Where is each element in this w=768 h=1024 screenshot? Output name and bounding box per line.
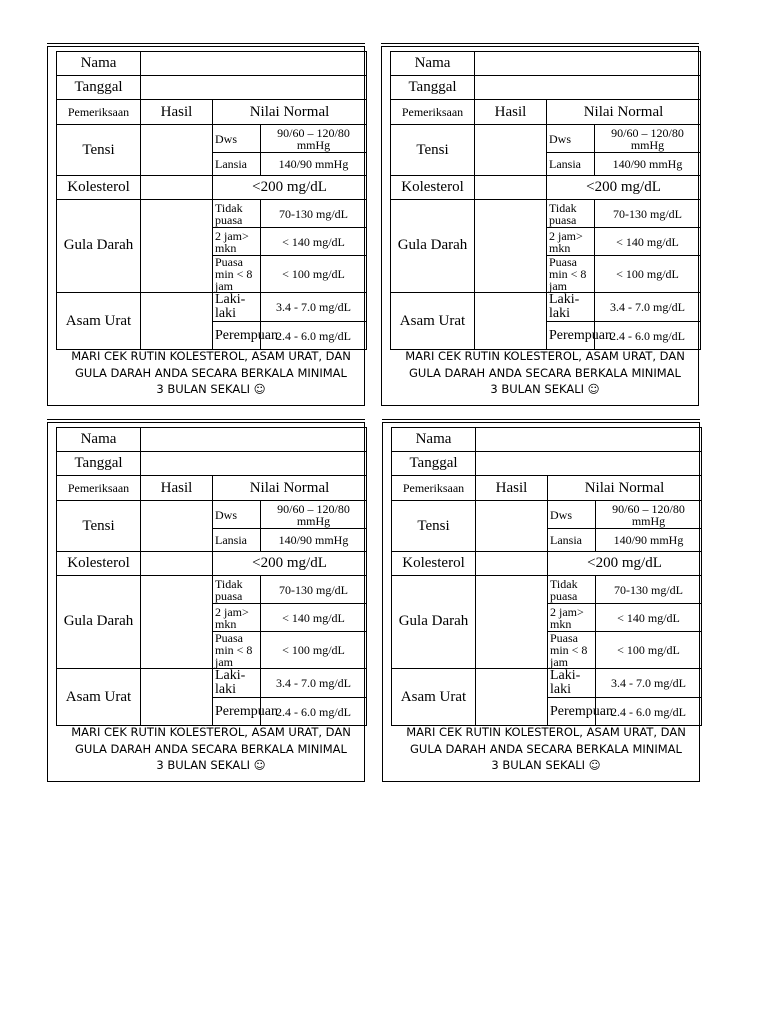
gula-darah-label: Gula Darah <box>57 200 141 293</box>
gula-darah-category-tidak-puasa: Tidak puasa <box>213 200 261 228</box>
result-table <box>391 427 702 726</box>
gula-darah-label: Gula Darah <box>391 200 475 293</box>
asam-urat-normal-perempuan: 2.4 - 6.0 mg/dL <box>595 322 701 350</box>
tensi-result-field[interactable] <box>475 125 547 176</box>
gula-darah-normal-puasa: < 100 mg/dL <box>261 256 367 293</box>
tensi-category-lansia: Lansia <box>213 529 261 552</box>
gula-darah-normal-tidak-puasa: 70-130 mg/dL <box>595 200 701 228</box>
nilai-normal-header: Nilai Normal <box>213 100 367 125</box>
gula-darah-category-puasa: Puasa min < 8 jam <box>548 632 596 669</box>
gula-darah-category-puasa: Puasa min < 8 jam <box>547 256 595 293</box>
nama-label: Nama <box>392 428 476 452</box>
gula-darah-normal-2-jam: < 140 mg/dL <box>596 604 702 632</box>
kolesterol-normal: <200 mg/dL <box>213 552 367 576</box>
gula-darah-result-field[interactable] <box>475 200 547 293</box>
gula-darah-category-puasa: Puasa min < 8 jam <box>213 632 261 669</box>
tanggal-field[interactable] <box>141 76 367 100</box>
nama-label: Nama <box>57 428 141 452</box>
gula-darah-category-2-jam: 2 jam> mkn <box>213 604 261 632</box>
pemeriksaan-header: Pemeriksaan <box>57 476 141 501</box>
gula-darah-normal-2-jam: < 140 mg/dL <box>261 228 367 256</box>
asam-urat-category-perempuan: Perempuan <box>547 322 595 350</box>
gula-darah-normal-puasa: < 100 mg/dL <box>261 632 367 669</box>
lab-card-4 <box>382 422 700 782</box>
asam-urat-result-field[interactable] <box>476 669 548 726</box>
asam-urat-category-perempuan: Perempuan <box>213 698 261 726</box>
gula-darah-result-field[interactable] <box>141 576 213 669</box>
gula-darah-normal-tidak-puasa: 70-130 mg/dL <box>261 576 367 604</box>
asam-urat-normal-perempuan: 2.4 - 6.0 mg/dL <box>261 698 367 726</box>
gula-darah-normal-2-jam: < 140 mg/dL <box>595 228 701 256</box>
asam-urat-normal-perempuan: 2.4 - 6.0 mg/dL <box>261 322 367 350</box>
kolesterol-result-field[interactable] <box>141 176 213 200</box>
tensi-label: Tensi <box>391 125 475 176</box>
pemeriksaan-header: Pemeriksaan <box>57 100 141 125</box>
tensi-label: Tensi <box>57 125 141 176</box>
gula-darah-result-field[interactable] <box>476 576 548 669</box>
gula-darah-result-field[interactable] <box>141 200 213 293</box>
gula-darah-normal-puasa: < 100 mg/dL <box>596 632 702 669</box>
tensi-result-field[interactable] <box>141 125 213 176</box>
lab-card-2 <box>381 46 699 406</box>
gula-darah-category-tidak-puasa: Tidak puasa <box>213 576 261 604</box>
asam-urat-category-perempuan: Perempuan <box>213 322 261 350</box>
kolesterol-normal: <200 mg/dL <box>547 176 701 200</box>
tensi-normal-dws: 90/60 – 120/80 mmHg <box>261 125 367 153</box>
tensi-normal-dws: 90/60 – 120/80 mmHg <box>261 501 367 529</box>
tanggal-field[interactable] <box>141 452 367 476</box>
nama-label: Nama <box>57 52 141 76</box>
nama-label: Nama <box>391 52 475 76</box>
asam-urat-normal-perempuan: 2.4 - 6.0 mg/dL <box>596 698 702 726</box>
hasil-header: Hasil <box>141 100 213 125</box>
tanggal-label: Tanggal <box>391 76 475 100</box>
gula-darah-category-puasa: Puasa min < 8 jam <box>213 256 261 293</box>
tensi-category-lansia: Lansia <box>547 153 595 176</box>
kolesterol-normal: <200 mg/dL <box>548 552 702 576</box>
result-table <box>390 51 701 350</box>
nilai-normal-header: Nilai Normal <box>548 476 702 501</box>
lab-card-3 <box>47 422 365 782</box>
pemeriksaan-header: Pemeriksaan <box>391 100 475 125</box>
asam-urat-label: Asam Urat <box>57 293 141 350</box>
asam-urat-category-laki-laki: Laki-laki <box>213 669 261 698</box>
asam-urat-category-laki-laki: Laki-laki <box>548 669 596 698</box>
tensi-normal-dws: 90/60 – 120/80 mmHg <box>595 125 701 153</box>
asam-urat-result-field[interactable] <box>141 669 213 726</box>
gula-darah-category-2-jam: 2 jam> mkn <box>213 228 261 256</box>
tensi-normal-lansia: 140/90 mmHg <box>596 529 702 552</box>
lab-card-1 <box>47 46 365 406</box>
tensi-normal-lansia: 140/90 mmHg <box>595 153 701 176</box>
tensi-category-dws: Dws <box>547 125 595 153</box>
asam-urat-label: Asam Urat <box>57 669 141 726</box>
nama-field[interactable] <box>475 52 701 76</box>
kolesterol-label: Kolesterol <box>392 552 476 576</box>
gula-darah-label: Gula Darah <box>392 576 476 669</box>
asam-urat-result-field[interactable] <box>475 293 547 350</box>
reminder-footer: MARI CEK RUTIN KOLESTEROL, ASAM URAT, DAN GULA DARAH ANDA SECARA BERKALA MINIMAL 3 BULAN SEKALI ☺ <box>406 725 686 772</box>
asam-urat-label: Asam Urat <box>392 669 476 726</box>
result-table <box>56 51 367 350</box>
tensi-category-dws: Dws <box>213 501 261 529</box>
gula-darah-normal-tidak-puasa: 70-130 mg/dL <box>596 576 702 604</box>
kolesterol-result-field[interactable] <box>476 552 548 576</box>
asam-urat-category-laki-laki: Laki-laki <box>213 293 261 322</box>
gula-darah-category-tidak-puasa: Tidak puasa <box>547 200 595 228</box>
nama-field[interactable] <box>476 428 702 452</box>
asam-urat-label: Asam Urat <box>391 293 475 350</box>
gula-darah-category-tidak-puasa: Tidak puasa <box>548 576 596 604</box>
hasil-header: Hasil <box>475 100 547 125</box>
gula-darah-category-2-jam: 2 jam> mkn <box>547 228 595 256</box>
asam-urat-category-laki-laki: Laki-laki <box>547 293 595 322</box>
tensi-category-dws: Dws <box>548 501 596 529</box>
kolesterol-result-field[interactable] <box>141 552 213 576</box>
asam-urat-normal-laki-laki: 3.4 - 7.0 mg/dL <box>261 669 367 698</box>
reminder-footer: MARI CEK RUTIN KOLESTEROL, ASAM URAT, DAN GULA DARAH ANDA SECARA BERKALA MINIMAL 3 BULAN SEKALI ☺ <box>71 725 351 772</box>
nilai-normal-header: Nilai Normal <box>547 100 701 125</box>
tensi-category-lansia: Lansia <box>213 153 261 176</box>
nilai-normal-header: Nilai Normal <box>213 476 367 501</box>
asam-urat-normal-laki-laki: 3.4 - 7.0 mg/dL <box>595 293 701 322</box>
tensi-label: Tensi <box>57 501 141 552</box>
gula-darah-normal-puasa: < 100 mg/dL <box>595 256 701 293</box>
gula-darah-label: Gula Darah <box>57 576 141 669</box>
kolesterol-normal: <200 mg/dL <box>213 176 367 200</box>
kolesterol-label: Kolesterol <box>57 552 141 576</box>
nama-field[interactable] <box>141 52 367 76</box>
tensi-result-field[interactable] <box>141 501 213 552</box>
tanggal-label: Tanggal <box>57 452 141 476</box>
tensi-label: Tensi <box>392 501 476 552</box>
hasil-header: Hasil <box>476 476 548 501</box>
gula-darah-normal-tidak-puasa: 70-130 mg/dL <box>261 200 367 228</box>
tensi-normal-dws: 90/60 – 120/80 mmHg <box>596 501 702 529</box>
tensi-normal-lansia: 140/90 mmHg <box>261 153 367 176</box>
asam-urat-result-field[interactable] <box>141 293 213 350</box>
tanggal-field[interactable] <box>476 452 702 476</box>
tensi-normal-lansia: 140/90 mmHg <box>261 529 367 552</box>
gula-darah-category-2-jam: 2 jam> mkn <box>548 604 596 632</box>
tanggal-label: Tanggal <box>392 452 476 476</box>
reminder-footer: MARI CEK RUTIN KOLESTEROL, ASAM URAT, DAN GULA DARAH ANDA SECARA BERKALA MINIMAL 3 BULAN SEKALI ☺ <box>71 349 351 396</box>
reminder-footer: MARI CEK RUTIN KOLESTEROL, ASAM URAT, DAN GULA DARAH ANDA SECARA BERKALA MINIMAL 3 BULAN SEKALI ☺ <box>405 349 685 396</box>
tensi-result-field[interactable] <box>476 501 548 552</box>
kolesterol-result-field[interactable] <box>475 176 547 200</box>
tensi-category-dws: Dws <box>213 125 261 153</box>
tanggal-label: Tanggal <box>57 76 141 100</box>
gula-darah-normal-2-jam: < 140 mg/dL <box>261 604 367 632</box>
asam-urat-normal-laki-laki: 3.4 - 7.0 mg/dL <box>261 293 367 322</box>
tanggal-field[interactable] <box>475 76 701 100</box>
asam-urat-normal-laki-laki: 3.4 - 7.0 mg/dL <box>596 669 702 698</box>
result-table <box>56 427 367 726</box>
kolesterol-label: Kolesterol <box>391 176 475 200</box>
pemeriksaan-header: Pemeriksaan <box>392 476 476 501</box>
hasil-header: Hasil <box>141 476 213 501</box>
asam-urat-category-perempuan: Perempuan <box>548 698 596 726</box>
kolesterol-label: Kolesterol <box>57 176 141 200</box>
tensi-category-lansia: Lansia <box>548 529 596 552</box>
nama-field[interactable] <box>141 428 367 452</box>
